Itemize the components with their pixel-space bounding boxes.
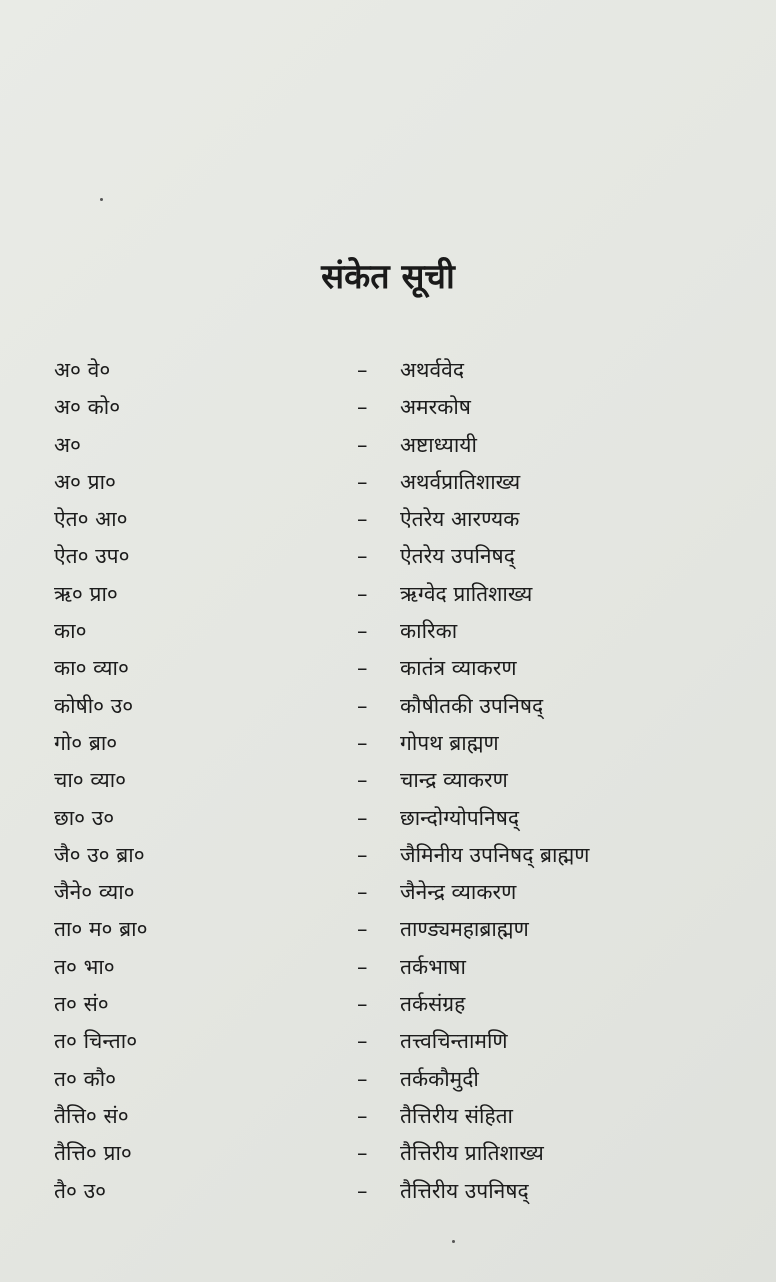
abbreviation: कोषी० उ० (54, 693, 134, 718)
full-form: ऐतरेय आरण्यक (400, 507, 520, 532)
list-item (0, 352, 776, 389)
separator-dash: – (357, 1178, 368, 1203)
separator-dash: – (357, 1029, 368, 1054)
abbreviation: ऐत० आ० (54, 507, 128, 532)
separator-dash: – (357, 395, 368, 420)
separator-dash: – (357, 1103, 368, 1128)
full-form: तर्ककौमुदी (400, 1066, 479, 1091)
abbreviation-list (0, 352, 776, 1210)
full-form: तर्कभाषा (400, 954, 466, 979)
full-form: अथर्वप्रातिशाख्य (400, 469, 521, 494)
separator-dash: – (357, 1141, 368, 1166)
abbreviation: जै० उ० ब्रा० (54, 842, 145, 867)
abbreviation: तैत्ति० सं० (54, 1103, 129, 1128)
full-form: कौषीतकी उपनिषद् (400, 693, 544, 718)
abbreviation: तै० उ० (54, 1178, 106, 1203)
abbreviation: अ० (54, 432, 81, 457)
full-form: अष्टाध्यायी (400, 432, 477, 457)
separator-dash: – (357, 917, 368, 942)
list-item (0, 725, 776, 762)
list-item (0, 688, 776, 725)
abbreviation: चा० व्या० (54, 768, 127, 793)
abbreviation: का० व्या० (54, 656, 129, 681)
separator-dash: – (357, 544, 368, 569)
separator-dash: – (357, 992, 368, 1017)
separator-dash: – (357, 842, 368, 867)
separator-dash: – (357, 507, 368, 532)
full-form: कारिका (400, 619, 458, 644)
ink-speck (452, 1240, 455, 1243)
full-form: ऋग्वेद प्रातिशाख्य (400, 581, 533, 606)
abbreviation: ऐत० उप० (54, 544, 130, 569)
full-form: तैत्तिरीय संहिता (400, 1103, 513, 1128)
list-item (0, 837, 776, 874)
separator-dash: – (357, 358, 368, 382)
list-item (0, 949, 776, 986)
full-form: चान्द्र व्याकरण (400, 768, 508, 793)
list-item (0, 1173, 776, 1210)
list-item (0, 538, 776, 575)
abbreviation: अ० वे० (54, 358, 111, 382)
abbreviation: ता० म० ब्रा० (54, 917, 148, 942)
separator-dash: – (357, 730, 368, 755)
separator-dash: – (357, 469, 368, 494)
list-item (0, 911, 776, 948)
list-item (0, 650, 776, 687)
abbreviation: अ० को० (54, 395, 121, 420)
full-form: तत्त्वचिन्तामणि (400, 1029, 508, 1054)
list-item (0, 1061, 776, 1098)
separator-dash: – (357, 432, 368, 457)
separator-dash: – (357, 656, 368, 681)
separator-dash: – (357, 1066, 368, 1091)
abbreviation: त० चिन्ता० (54, 1029, 138, 1054)
full-form: छान्दोग्योपनिषद् (400, 805, 520, 830)
full-form: अथर्ववेद (400, 358, 464, 382)
list-item (0, 762, 776, 799)
separator-dash: – (357, 768, 368, 793)
full-form: तैत्तिरीय उपनिषद् (400, 1178, 529, 1203)
separator-dash: – (357, 805, 368, 830)
separator-dash: – (357, 693, 368, 718)
separator-dash: – (357, 880, 368, 905)
full-form: तैत्तिरीय प्रातिशाख्य (400, 1141, 544, 1166)
abbreviation: का० (54, 619, 87, 644)
full-form: कातंत्र व्याकरण (400, 656, 517, 681)
list-item (0, 613, 776, 650)
full-form: जैमिनीय उपनिषद् ब्राह्मण (400, 842, 590, 867)
abbreviation: त० सं० (54, 992, 109, 1017)
abbreviation: गो० ब्रा० (54, 730, 118, 755)
list-item (0, 464, 776, 501)
list-item (0, 1023, 776, 1060)
full-form: ऐतरेय उपनिषद् (400, 544, 515, 569)
list-item (0, 800, 776, 837)
full-form: जैनेन्द्र व्याकरण (400, 880, 517, 905)
abbreviation: त० भा० (54, 954, 115, 979)
page-title: संकेत सूची (321, 257, 455, 297)
full-form: गोपथ ब्राह्मण (400, 730, 499, 755)
ink-speck (100, 198, 103, 201)
separator-dash: – (357, 619, 368, 644)
list-item (0, 576, 776, 613)
list-item (0, 501, 776, 538)
abbreviation: तैत्ति० प्रा० (54, 1141, 132, 1166)
abbreviation: त० कौ० (54, 1066, 117, 1091)
abbreviation: छा० उ० (54, 805, 115, 830)
list-item (0, 986, 776, 1023)
abbreviation: जैने० व्या० (54, 880, 135, 905)
list-item (0, 389, 776, 426)
full-form: अमरकोष (400, 395, 471, 420)
full-form: ताण्ड्यमहाब्राह्मण (400, 917, 529, 942)
list-item (0, 874, 776, 911)
separator-dash: – (357, 954, 368, 979)
list-item (0, 427, 776, 464)
abbreviation: ऋ० प्रा० (54, 581, 118, 606)
abbreviation: अ० प्रा० (54, 469, 116, 494)
list-item (0, 1098, 776, 1135)
full-form: तर्कसंग्रह (400, 992, 466, 1017)
list-item (0, 1135, 776, 1172)
separator-dash: – (357, 581, 368, 606)
